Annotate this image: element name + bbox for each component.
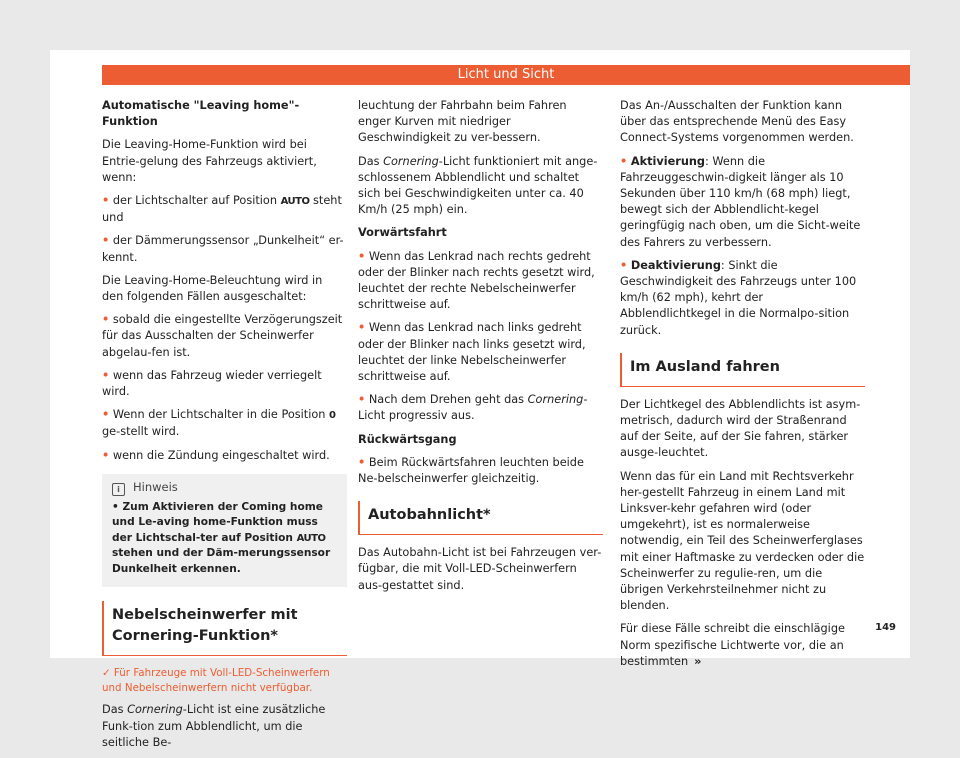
- bullet-icon: •: [102, 234, 110, 248]
- list-item: • sobald die eingestellte Verzögerungszeit für das Ausschalten der Scheinwerfer abgelau-fen ist.: [102, 313, 343, 359]
- list-item: • Nach dem Drehen geht das Cornering-Licht progressiv aus.: [358, 393, 588, 423]
- list-item: • wenn die Zündung eingeschaltet wird.: [102, 448, 330, 462]
- page-number: 149: [875, 622, 896, 633]
- heading-reverse: Rückwärtsgang: [358, 432, 457, 446]
- auto-switch-icon: AUTO: [296, 532, 326, 544]
- bullet-icon: •: [620, 154, 628, 168]
- column-1: [102, 98, 347, 758]
- paragraph: Der Lichtkegel des Abblendlichts ist asym-metrisch, dadurch wird der Straßenrand auf der Seite, auf der Sie fahren, stärker ausge-leuchtet.: [620, 397, 861, 460]
- paragraph: Die Leaving-Home-Beleuchtung wird in den folgenden Fällen ausgeschaltet:: [102, 273, 323, 304]
- availability-note: ✓ Für Fahrzeuge mit Voll-LED-Scheinwerfern und Nebelscheinwerfern nicht verfügbar.: [102, 667, 330, 694]
- paragraph: Für diese Fälle schreibt die einschlägige Norm spezifische Lichtwerte vor, die an bestimmten »: [620, 622, 845, 668]
- list-item: • der Dämmerungssensor „Dunkelheit“ er-kennt.: [102, 234, 344, 264]
- bullet-icon: •: [358, 393, 366, 407]
- paragraph: Wenn das für ein Land mit Rechtsverkehr her-gestellt Fahrzeug in einem Land mit Linksver-kehr gefahren wird (oder umgekehrt), ist es normalerweise notwendig, ein Teil des Scheinwerferglases mit einer Haftmaske zu verdecken oder die Scheinwerfer zu regulie-ren, um die übrigen Verkehrsteilnehmer nicht zu blenden.: [620, 469, 865, 613]
- column-3: [620, 98, 865, 677]
- heading-leaving-home: Automatische "Leaving home"-Funktion: [102, 99, 300, 129]
- paragraph: Das Autobahn-Licht ist bei Fahrzeugen ver-fügbar, die mit Voll-LED-Scheinwerfern aus-gestattet sind.: [358, 546, 602, 592]
- hint-title: i Hinweis: [112, 480, 337, 496]
- list-item: • Beim Rückwärtsfahren leuchten beide Ne-belscheinwerfer gleichzeitig.: [358, 455, 584, 486]
- bullet-icon: •: [102, 408, 110, 422]
- heading-abroad: Im Ausland fahren: [620, 353, 865, 387]
- bullet-icon: •: [358, 455, 366, 469]
- manual-page: [50, 50, 910, 749]
- section-header: Licht und Sicht: [102, 65, 910, 85]
- list-item: • Aktivierung: Wenn die Fahrzeuggeschwin-digkeit länger als 10 Sekunden über 110 km/h (68 mph) liegt, bewegt sich der Abblendlicht-kegel geringfügig nach oben, um die Sicht-weite des Fahrers zu verbessern.: [620, 154, 861, 249]
- paragraph: leuchtung der Fahrbahn beim Fahren enger Kurven mit niedriger Geschwindigkeit zu ver-bessern.: [358, 99, 567, 145]
- hint-box: [102, 474, 347, 588]
- list-item: • Wenn der Lichtschalter in die Position 0 ge-stellt wird.: [102, 408, 336, 439]
- column-2: [358, 98, 603, 601]
- paragraph: Das An-/Ausschalten der Funktion kann über das entsprechende Menü des Easy Connect-Systems vorgenommen werden.: [620, 99, 854, 145]
- list-item: • wenn das Fahrzeug wieder verriegelt wird.: [102, 368, 322, 399]
- bullet-icon: •: [358, 249, 366, 263]
- list-item: • Wenn das Lenkrad nach links gedreht oder der Blinker nach links gesetzt wird, leuchtet der linke Nebelscheinwerfer schrittweise auf.: [358, 321, 586, 384]
- heading-cornering: Nebelscheinwerfer mit Cornering-Funktion*: [102, 601, 347, 656]
- continue-arrow-icon: »: [694, 654, 702, 668]
- paragraph: Das Cornering-Licht funktioniert mit ange-schlossenem Abblendlicht und schaltet sich bei Geschwindigkeiten unter ca. 40 Km/h (25 mph) ein.: [358, 154, 598, 217]
- paragraph: Die Leaving-Home-Funktion wird bei Entrie-gelung des Fahrzeugs aktiviert, wenn:: [102, 138, 317, 184]
- bullet-icon: •: [620, 258, 628, 272]
- bullet-icon: •: [102, 448, 110, 462]
- auto-switch-icon: AUTO: [280, 196, 310, 208]
- hint-text: • Zum Aktivieren der Coming home und Le-aving home-Funktion muss der Lichtschal-ter auf Position AUTO stehen und der Däm-merungssensor Dunkelheit erkennen.: [112, 500, 331, 575]
- info-icon: i: [112, 483, 125, 496]
- list-item: • Wenn das Lenkrad nach rechts gedreht oder der Blinker nach rechts gesetzt wird, leuchtet der rechte Nebelscheinwerfer schrittweise auf.: [358, 249, 595, 312]
- paragraph: Das Cornering-Licht ist eine zusätzliche Funk-tion zum Abblendlicht, um die seitliche Be-: [102, 703, 326, 749]
- heading-autobahn: Autobahnlicht*: [358, 501, 603, 535]
- bullet-icon: •: [102, 313, 110, 327]
- bullet-icon: •: [102, 194, 110, 208]
- zero-switch-icon: 0: [329, 410, 336, 422]
- list-item: • der Lichtschalter auf Position AUTO steht und: [102, 194, 342, 225]
- bullet-icon: •: [358, 321, 366, 335]
- check-icon: ✓: [102, 667, 111, 680]
- bullet-icon: •: [102, 368, 110, 382]
- heading-forward: Vorwärtsfahrt: [358, 226, 447, 240]
- list-item: • Deaktivierung: Sinkt die Geschwindigkeit des Fahrzeugs unter 100 km/h (62 mph), kehrt der Abblendlichtkegel in die Normalpo-sition zurück.: [620, 258, 857, 337]
